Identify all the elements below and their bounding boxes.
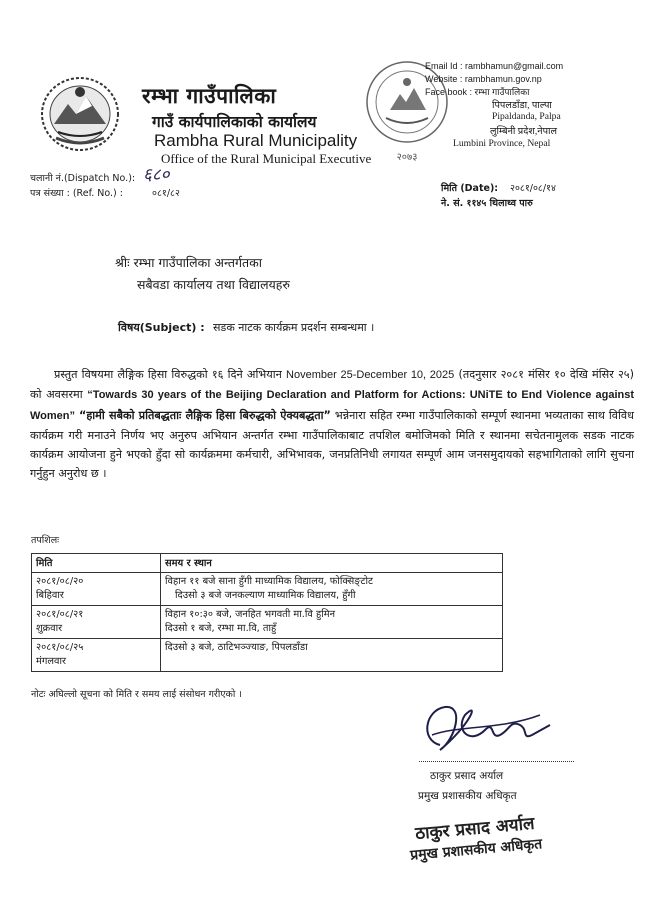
recipient-line-2: सबैवडा कार्यालय तथा विद्यालयहरु xyxy=(137,277,290,292)
title-stamp: प्रमुख प्रशासकीय अधिकृत xyxy=(409,836,543,864)
dispatch-number: ६८० xyxy=(143,165,170,185)
row-line: विहान १०:३० बजे, जनहित भगवती मा.वि हुमिन xyxy=(165,609,336,620)
table-row xyxy=(32,573,503,606)
row-line: दिउसो १ बजे, रम्भा मा.वि, ताहुँ xyxy=(165,623,277,634)
body-paragraph xyxy=(30,365,634,484)
body-date-range: November 25-December 10, 2025 xyxy=(286,369,455,381)
table-header-date: मिति xyxy=(32,554,161,573)
table-row xyxy=(32,639,503,672)
row-day: मंगलवार xyxy=(36,656,67,667)
address-line-3: लुम्बिनी प्रदेश,नेपाल xyxy=(490,126,558,137)
row-line: दिउसो ३ बजे जनकल्याण माध्यामिक विद्यालय, हुँगी xyxy=(175,590,356,601)
footnote: नोटः अघिल्लो सूचना को मिति र समय लाई संसोधन गरीएको । xyxy=(31,689,242,700)
contact-facebook: Face book : रम्भा गाउँपालिका xyxy=(425,87,530,97)
signatory-title: प्रमुख प्रशासकीय अधिकृत xyxy=(418,790,517,802)
address-line-4: Lumbini Province, Nepal xyxy=(453,138,551,149)
contact-website: Website : rambhamun.gov.np xyxy=(425,74,542,84)
svg-text:२०७३: २०७३ xyxy=(396,152,418,163)
address-line-1: पिपलडाँडा, पाल्पा xyxy=(492,100,552,111)
date-value: २०८१/०८/१४ xyxy=(510,183,556,194)
body-main-text: भन्नेनारा सहित रम्भा गाउँपालिकाको सम्पूर्ण स्थानमा भव्यताका साथ विविध कार्यक्रम गरी मनाउने निर्णय भए अनुरुप अभियान अन्तर्गत रम्भा गाउँपालिकाबाट तपशिल बमोजिमको मिति र स्थानमा सचेतनामुलक सडक नाटक कार्यक्रम आयोजना हुने भएको हुँदा सो कार्यक्रममा कर्मचारी, अभिभावक, जनप्रतिनिधी लगायत सम्पूर्ण आम जनसमुदायको सहभागिताको लागि सुचना गर्नुहुन अनुरोध छ । xyxy=(30,408,634,481)
table-row xyxy=(32,606,503,639)
body-intro: प्रस्तुत विषयमा लैङ्गिक हिसा विरुद्धको १६ दिने अभियान xyxy=(54,368,282,381)
recipient-line-1: श्रीः रम्भा गाउँपालिका अन्तर्गतका xyxy=(115,255,262,270)
org-name-nepali: रम्भा गाउँपालिका xyxy=(142,84,277,108)
signatory-name: ठाकुर प्रसाद अर्याल xyxy=(430,770,504,782)
ref-number: ०८१/८२ xyxy=(152,188,180,199)
name-stamp: ठाकुर प्रसाद अर्याल xyxy=(414,813,536,845)
row-line: दिउसो ३ बजे, ठाटिभञ्ज्याङ, पिपलडाँडा xyxy=(165,642,308,653)
row-day: बिहिवार xyxy=(36,590,64,601)
address-line-2: Pipaldanda, Palpa xyxy=(492,111,561,122)
row-date: २०८१/०८/२० xyxy=(36,576,84,587)
body-campaign-title: “Towards 30 years of the Beijing Declaration and Platform for Actions: UNiTE to End Violence against Women” xyxy=(30,389,635,422)
org-name-english: Rambha Rural Municipality xyxy=(154,131,358,150)
date-label: मिति (Date): xyxy=(441,183,499,194)
schedule-table xyxy=(31,553,503,672)
ref-label: पत्र संख्या : (Ref. No.) : xyxy=(30,188,123,199)
subject-label: विषय(Subject) : xyxy=(118,321,205,334)
row-day: शुक्रवार xyxy=(36,623,63,634)
row-date: २०८१/०८/२१ xyxy=(36,609,84,620)
row-line: विहान ११ बजे साना हुँगी माध्यामिक विद्यालय, फोक्सिङ्टोट xyxy=(165,576,373,587)
body-slogan: “हामी सबैको प्रतिबद्धताः लैङ्गिक हिसा बिरुद्धको ऐक्यबद्धता” xyxy=(78,408,331,422)
dispatch-label: चलानी नं.(Dispatch No.): xyxy=(30,173,136,184)
office-name-nepali: गाउँ कार्यपालिकाको कार्यालय xyxy=(152,113,317,131)
tapsil-label: तपशिलः xyxy=(31,535,60,546)
nepal-emblem-logo xyxy=(36,74,124,154)
nepal-samvat-date: ने. सं. ११४५ थिलाथ्व पारु xyxy=(441,198,533,209)
handwritten-signature xyxy=(410,695,560,765)
office-name-english: Office of the Rural Municipal Executive xyxy=(161,151,372,166)
signature-line xyxy=(419,761,574,762)
table-header-row xyxy=(32,554,503,573)
row-date: २०८१/०८/२५ xyxy=(36,642,84,653)
body-nepali-dates: (तदनुसार २०८१ मंसिर १० देखि मंसिर २५) को अवसरमा xyxy=(30,368,634,402)
subject-text: सडक नाटक कार्यक्रम प्रदर्शन सम्बन्धमा । xyxy=(213,321,375,334)
table-header-time-place: समय र स्थान xyxy=(161,554,503,573)
contact-email: Email Id : rambhamun@gmail.com xyxy=(425,61,564,71)
